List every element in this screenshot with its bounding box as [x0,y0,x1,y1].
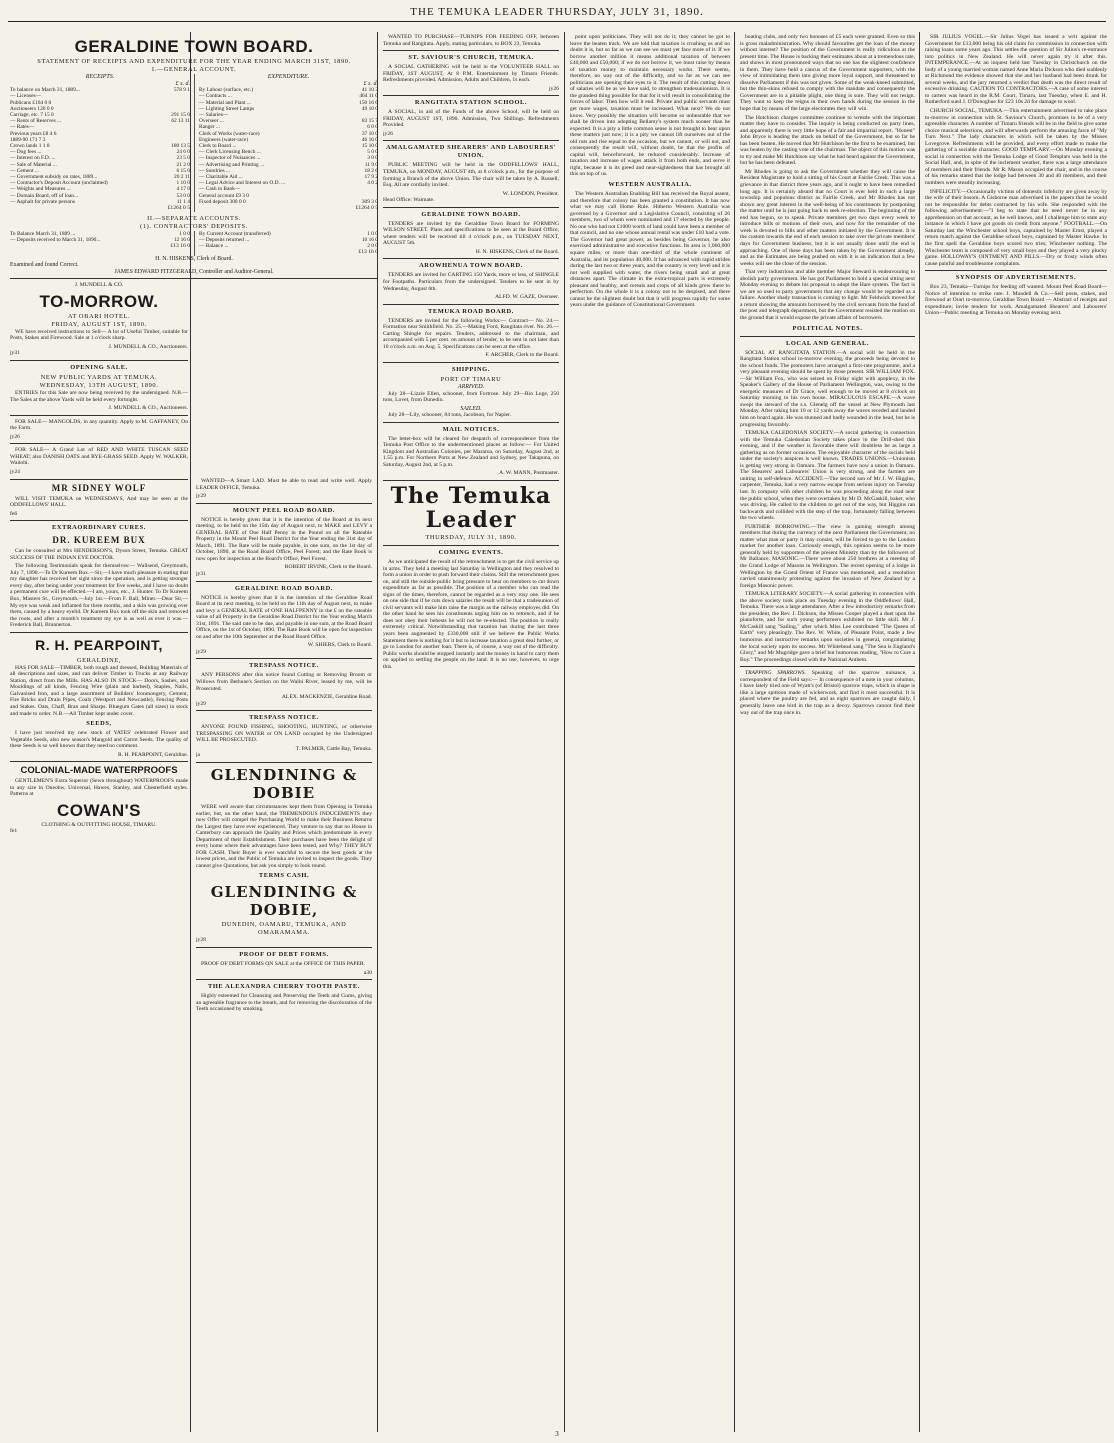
cowan-body: CLOTHING & OUTFITTING HOUSE, TIMARU. [41,821,157,828]
divider [383,545,559,546]
leader-article-b: The Western Australian Enabling Bill has received the Royal assent, and therefore that colony has been granted a constitution. It has now what we may call Home Rule. Hitherto Western Australia was governed by a Governor and a Legislative Council, consisting of 26 members, two of whom were nominated and 17 elected by the people. No one who had not £1000 worth of land could have been a member of that council, and no one whose annual rental was under £10 had a vote. The Governor had great power, as besides being Governor, he also exercised administrative and executive functions. Its area is 1,060,000 square miles, or more than one-third of the whole continent of Australia, and its population 40,000. It has advanced with rapid strides during the last two or three years, and the country is very level and it is not well supplied with water, the rivers being small and at great distances apart. The climate in the extra-tropical parts is extremely pleasant and healthy, and cereals and crops of all kinds grow there to perfection. On the whole it is a colony not to be despised, and there cannot be the slightest doubt but that it will progress rapidly for some years under the guidance of Constitutional Government. [570,191,730,309]
table-cell-label: Auctioneers 120 0 0 [10,105,54,112]
column-divider [564,32,565,1432]
money-unit-receipts: £ s. d. [175,80,190,87]
article-m: CHURCH SOCIAL, TEMUKA.—This entertainment advertised to take place to-morrow in connection with St. Saviour's Church, promises to be of a very agreeable character. A number of Timaru friends will be in the field to give some choice musical selections, and will afterwards perform the amusing farce of "My Turn Next." The lady characters in which will be taken by the Misses Lovegrove. Refreshments will be provided, and every effort made to make the gathering of a sociable character. GOOD TEMPLARY.—On Monday evening a social in connection with the Temuka Lodge of Good Templars was held in the Social Hall, and, in spite of the inclement weather, there was a large attendance of members and their friends. Mr R. Mason occupied the chair, and in the course of his remarks stated that the lodge had between 30 and 40 members, and their numbers were steadily increasing. [925,108,1107,187]
table-cell-amount: 17 9 2 [364,173,378,180]
cherry-paste-body: Highly esteemed for Cleansing and Preserving the Teeth and Gums, giving an agreeable fragrance to the breath, and for removing the discoloration of the Teeth occasioned by smoking. [196,993,372,1013]
geraldine-tenders-signature: H. N. HISKENS, Clerk of the Board. [475,248,559,255]
article-n: INFELICITY.—Occasionally victims of domestic infelicity are given away by the wife of their bosom. A Gisborne man advertised in the papers that he would not be responsible for debts contracted by his wife. She responded with the following advertisement:—"I beg to state that he need never be in any apprehension on that account, as he well knows, and I challenge him to state any instance in which I have got goods on credit from anyone." FOOTBALL.—On Saturday last the Winchester school boys, captained by Master Ernst, played a return match against the Geraldine school boys, captained by Master Hawke. In the first spell the Geraldine boys scored two tries; Winchester nothing. The Winchester team is composed of very small boys and they played a very plucky game. HOLLOWAY'S OINTMENT AND PILLS.—Dry or frosty winds often cause painful and troublesome complaints. [925,188,1107,267]
wolf-title: MR SIDNEY WOLF [51,482,147,493]
shearers-union-title: AMALGAMATED SHEARERS' AND LABOURERS' UNION. [385,144,557,160]
table-cell-amount: 309 3 0 [361,198,378,205]
table-cell-label: — Weights and Measures ... [10,186,71,193]
expenditure-heading: EXPENDITURE. [267,74,310,80]
table-cell-amount: 53 0 0 [176,192,190,199]
mail-notices-signature: A. W. MANN, Postmaster. [499,470,559,477]
mail-notices-title: MAIL NOTICES. [442,425,500,433]
political-notes-title: POLITICAL NOTES. [792,324,863,332]
table-cell-label: Previous years £8 4 6 [10,130,57,137]
table-cell-amount: 6 0 0 [367,124,378,131]
bux-body: The following Testimonials speak for themselves:— Wallsend, Greymouth, July 7, 1890.—To Dr Kureem Bux.—Sir,—I have much pleasure in stating that my daughter has received her sight since the operation, and is getting stronger every day, after being under your treatment for five weeks, and I have no doubt a permanent cure will be effected.—I am, yours, etc., J. Hunter. To Dr Kureem Bux, Masters St., Greymouth.—July 1st.—From F. Ball, Miner.—Dear Sir,—My eye was weak and inflamed for three months, and a skin was growing over them, caused by a heavy eyelid. Dr Kureem Bux took off the skin and removed the roots, and after a month's treatment my eye is as well as ever it was.—Frederick Ball, Brunnerton. [10,563,188,629]
trapping-body: Speaking of the sparrow nuisance, a correspondent of the Field says:— In consequence of a note in your columns, I have lately tried one of Wyatt's (of Bristol) sparrow traps, which in shape is like a large spittoon made of wickerwork, and find it most successful. It is placed where the poultry are fed, and as eight sparrows are caught daily, I generally leave one bird in the trap as a decoy. Sparrows cannot find their way out of the trap once in. [740,670,915,716]
table-cell-amount: 21 2 0 [176,161,190,168]
geraldine-tenders-body: TENDERS are invited by the Geraldine Town Board for FORMING WILSON STREET. Plans and specifications to be seen at the Board Office, where tenders will be received till 4 o'clock p.m., on TUESDAY NEXT, AUGUST 5th. [383,220,559,247]
divider [383,95,559,96]
geraldine-road-body: NOTICE is hereby given that it is the intention of the Geraldine Road Board at its next meeting, to be held on the 11th day of August next, to make and levy a GENERAL RATE of ONE HALFPENNY in the £ on the rateable value of all Property in the Geraldine Road District for the Year ending March 31st, 1891. The said rate to be due, and payable in one sum, at the Road Board Office, on the 1st of October, 1890. The Rate Book will be open for inspection on and after the 10th September at the Road Board Office. [196,594,372,640]
page-number: 3 [555,1430,559,1438]
deposit-tables [10,231,378,256]
opening-sale-title: OPENING SALE. [70,364,128,372]
auctioneer-line: J. MUNDELL & CO. [74,282,124,289]
divider [10,278,378,279]
shipping-title: SHIPPING. [452,365,490,373]
trespass-2-body: ANYONE FOUND FISHING, SHOOTING, HUNTING, or otherwise TRESPASSING ON WATER or ON LAND occupied by the Undersigned WILL BE PROSECUTED. [196,724,372,744]
opening-sale-date: WEDNESDAY, 13TH AUGUST, 1890. [39,382,159,390]
table-cell-amount: 12 16 0 [173,236,190,243]
arrived-body: July 28—Lizzie Ellen, schooner, from Fortrose. July 29—Rio Loge, 250 tons, Lovet, from Dunedin. [383,390,559,404]
divider [383,50,559,51]
western-australia-title: WESTERN AUSTRALIA. [608,181,692,189]
table-cell-amount: 41 10 3 [361,87,378,94]
leader-article-c: As we anticipated the result of the retrenchment is to get the civil service up in arms. They held a meeting last Saturday in Wellington and they resolved to form a union in order to push forward their claims. Still the retrenchment goes on, and still the outside public bring pressure to bear on members to cut down expenditure as far as possible. The position of a member who can read the signs of the times, therefore, cannot be regarded as a very rosy one. He sees on one side that if he cuts down salaries the result will be that a tradesunion of civil servants will make him raise the margin as the railway employes did. On the other hand he sees his constituents urging him on to retrench, and if he does not obey their behests he will not be re-elected. The position is really extremely critical. Notwithstanding that taxation has during the last three years been augmented by £330,000 still if we believe the Public Works Statement there is nothing for it but to increase taxation a great deal further, or go to London for another loan. There is, of course, a way out of the difficulty. Public works should be stopped instantly and the money in hand to carry them on applied to settling the people on the land. It is no use, however, to urge this. [383,558,559,670]
opening-sale-signature: J. MUNDELL & CO., Auctioneers. [108,405,188,412]
shearers-union-body: PUBLIC MEETING will be held in the ODDFELLOWS' HALL, TEMUKA, on MONDAY, AUGUST 4th, at 8 o'clock p.m., for the purpose of forming a Branch of the above Union. The chair will be taken by A. Russell, Esq. All are cordially invited. [383,162,559,189]
divider [383,207,559,208]
arowhenua-title: AROWHENUA TOWN BOARD. [419,262,523,270]
table-cell-label: To Balance March 31, 1889 ... [10,230,76,237]
separate-accounts-heading: II.—SEPARATE ACCOUNTS. [147,214,241,222]
table-cell-amount: 46 16 0 [361,136,378,143]
local-general-title: LOCAL AND GENERAL. [785,339,870,347]
table-cell-label: — Balance ... [199,242,229,249]
table-cell-label: — Government subsidy on rates, 1889... [10,173,98,180]
divider [383,480,559,481]
column-3 [383,34,559,1424]
debt-forms-code: a30 [363,969,372,976]
account-tables [10,74,378,212]
newspaper-title: THE TEMUKA LEADER THURSDAY, JULY 31, 1890. [410,6,704,18]
table-cell-label: — Material and Plant ... [199,99,251,106]
table-cell-label: Publicans £164 0 0 [10,99,52,106]
for-sale-wheat: FOR SALE— A Grand Lot of RED AND WHITE TUSCAN SEED WHEAT; also DANISH OATS and RYE-GRASS SEED. Apply W. WALKER, Waitohi. [10,447,188,467]
pearpoint-body: HAS FOR SALE—TIMBER, both rough and dressed, Building Materials of all descriptions and sizes, and can deliver Timber in Trucks at any Railway Station, direct from the Mills. HAS ALSO IN STOCK— Doors, Sashes, and Mouldings of all kinds, Fencing Wire (plain and barbed), Staples, Nails, Galvanised Iron, and a large assortment of Builders' Ironmongery, Cement, Fire Bricks and Drain Pipes, Coals (Westport and Newcastle), Fencing Posts and Stakes. Oats, Chaff, Bran and Sharps. Bluegum Gates (all sizes) in stock and made to order. N.B.—All Timber kept under cover. [10,664,188,717]
column-1-lower [10,282,188,835]
table-cell-label: 1889-90 171 7 3 [10,136,46,143]
st-saviours-title: ST. SAVIOUR'S CHURCH, TEMUKA. [408,54,534,62]
shearers-union-office: Head Office: Waimate. [383,197,435,204]
receipts-table [10,74,194,212]
cowan-title: COWAN'S [56,800,142,820]
table-cell-amount: 4 0 2 [367,180,378,187]
table-cell-label: — Rates— [10,124,35,131]
cures-title: EXTRAORDINARY CURES. [52,524,146,532]
article-j: FURTHER BORROWING.—The view is gaining strength among members that during the currency of the next Parliament the Government, no matter what man or party it may consist, will be forced to go to the London market for another loan. Curiously enough, this opinion seems to be more generally held by supporters of the present Ministry than by the followers of Mr Ballance. MASONIC.—There were about 250 brethren at a meeting of the Grand Lodge of Masons in Wellington. The recent opening of a lodge in Wellington by the Grand Orient of France was mentioned, and a resolution carried unanimously protesting against the invasion of New Zealand by a foreign Masonic power. [740,523,915,589]
divider [196,947,372,948]
trespass-1-signature: ALEX. MACKENZIE, Geraldine Road. [281,694,372,701]
table-cell-label: — Deposits returned ... [199,236,250,243]
for-sale-mangolds: FOR SALE— MANGOLDS, in any quantity. Apply to M. GAFFANEY, On the Farm. [10,418,188,432]
seeds-title: SEEDS, [86,720,112,728]
divider [196,581,372,582]
table-cell-label: — Legal Advice and Interest on O.D. ... [199,180,286,187]
table-cell-label: — Contracts ... [199,93,232,100]
article-g: That very industrious and able member Major Steward is endeavouring to abolish party government. He has got Parliament to hold a special sitting next Monday evening to debate his proposal to adopt the Hare system. The fact is we are so used to party government that any change would be regarded as a failure. Another shady transaction is coming to light. Mr Feldwick moved for a return showing the amounts borrowed by the civil servants from the fund of the post and telegraph department, but the Government resisted the motion on the ground that it would expose the private affairs of borrowers. [740,269,915,321]
glendining-places: DUNEDIN, OAMARU, TEMUKA, AND OMARAMAMA. [221,921,347,937]
table-cell-label: Overseer ... [199,118,224,125]
divider [196,503,372,504]
colonial-title: COLONIAL-MADE WATERPROOFS [20,765,178,777]
table-cell-label: Clerk to Board ... [199,142,237,149]
tomorrow-title: TO-MORROW. [39,291,159,311]
rangitata-school-title: RANGITATA STATION SCHOOL. [414,99,528,107]
for-sale-mangolds-code: jy26 [10,433,20,440]
debt-forms-body: PROOF OF DEBT FORMS ON SALE at the OFFICE OF THIS PAPER. [201,960,366,967]
article-l: SIR JULIUS VOGEL.—Sir Julius Vogel has issued a writ against the Government for £13,000 being his old claim for commission in connection with raising loans some years ago. This settles the question of Sir Julius's re-entrance into politics in New Zealand. He will never again try it after this. INTEMPERANCE.—At an inquest held last Tuesday in Christchurch on the body of a young married woman named Anne Maria Dickson who died suddenly at Richmond the evidence showed that she and her husband had been drunk for several weeks, and the jury returned a verdict that death was the direct result of excessive drinking. CAUTION TO CONTRACTORS.—A case of some interest to carters was heard in the R.M. Court, Timaru, last Tuesday, when E. and H. Rutherford sued J. O'Donoghue for £23 10s 2d for damage to wool. [925,34,1107,106]
table-cell-amount: 20 2 11 [174,173,190,180]
leader-nameplate: The Temuka Leader [390,482,552,533]
synopsis-title: SYNOPSIS OF ADVERTISEMENTS. [955,274,1077,282]
table-cell-label: Engineers (water-race) [199,136,249,143]
rangitata-school-body: A SOCIAL, in aid of the Funds of the above School, will be held on FRIDAY, AUGUST 1ST, 1890. Admission, Two Shillings. Refreshments Provided. [383,109,559,129]
table-cell-label: — Inspector of Nuisances ... [199,155,261,162]
receipts-heading: RECEIPTS. [85,74,115,80]
deposit-expenditure-table [194,231,378,256]
column-6 [925,34,1107,1424]
contractors-deposits-heading: (1). CONTRACTORS' DEPOSITS. [140,222,248,230]
deposit-receipts-total: £13 16 0 [170,242,190,249]
clerk-signature: H. N. HISKENS, Clerk of Board. [155,255,233,262]
coming-events-title: COMING EVENTS. [438,548,504,556]
table-cell-amount: 291 15 0 [171,111,190,118]
seeds-body: I have just received my new stock of YATES' celebrated Flower and Vegetable Seeds, also new season's Mangold and Carrot Seeds. The quality of these Seeds is so well known that they need no comment. [10,730,188,750]
table-cell-label: — Licenses— [10,93,41,100]
tomorrow-code: jy31 [10,350,20,357]
tomorrow-signature: J. MUNDELL & CO., Auctioneers. [108,343,188,350]
divider [196,658,372,659]
deposit-expenditure-total: £13 16 0 [358,249,378,256]
leader-article-a: point upon politicians. They will not do it; they cannot be got to leave the beaten track. We are told that taxation is crushing us and no doubt it is, but so far as we can see we must yet face more of it. If we borrow another million it means additional taxation of between £40,000 and £50,000; if we do not borrow it, we must raise by means of taxation money to maintain necessary works. There seems, therefore, no way out of the difficulty, and so far as we can see politicians are opening their eyes to it. The result of this cutting down of salaries will be as we have said, to strengthen tradesunionism. It is the grandest thing possible for that for it will result in consolidating the forces of labor. Then how will it end. Private and public servants must get more wages, taxation must be increased. What next? We do not know. Very possibly the situation will become so unbearable that we shall be driven into adopting Bellamy's system much sooner than he expected. It is a pity a little common sense is not brought to bear upon these matters just now; it is a pity we cannot lift ourselves out of the old ruts and rise equal to the occasion, but we cannot, or will not, and consequently the result will, without doubt, be that the profits of capital will, henceforward, be reduced considerably. Increase of taxation and increase of wages attack it from both ends, and serve it right, because it is its greed and near-sightedness that has brought all this on top of us. [570,34,730,178]
table-cell-amount: 3 0 0 [367,155,378,162]
table-cell-amount: 11 9 0 [364,161,378,168]
st-saviours-body: A SOCIAL GATHERING will be held in the VOLUNTEER HALL on FRIDAY, 1ST AUGUST, At 8 P.M. Entertainment by Timaru Friends. Refreshments provided. Admission, Adults and Children, 1s each. [383,64,559,84]
table-cell-amount: 578 9 1 [173,87,190,94]
table-cell-amount: 23 5 0 [176,155,190,162]
table-cell-label: Ranger ... [199,124,220,131]
table-cell-label: — Asphalt for private persons [10,198,75,205]
divider [10,520,188,521]
article-k: TEMUKA LITERARY SOCIETY.—A social gathering in connection with the above society took place on Tuesday evening in the Oddfellows' Hall, Temuka. There was a large attendance. After a few introductory remarks from the president, the Rev. J. Dickson, the Misses Cooper played a duet upon the pianoforte, and for such young performers exhibited no little skill. Mr J. McCaskill sang "Sailing," after which Miss Lee contributed "The Queen of Earth" very pleasingly. The Rev. W. White, of Pleasant Point, made a few humorous and instructive remarks upon societies in general, congratulating the local society upon its success. Mr Whitehead sang "The Sea is England's Glory," and Mr Mugridge gave a brief but humorous reading, "How to Cure a Boy." The proceedings closed with the National Anthem. [740,591,915,663]
for-sale-wheat-code: jy24 [10,468,20,475]
table-cell-label: Carriage, etc. 7 15 0 [10,111,54,118]
expenditure-total: £1264 0 5 [355,204,378,211]
glendining-2-title: GLENDINING & DOBIE, [210,883,358,920]
article-i: TEMUKA CALEDONIAN SOCIETY.—A social gathering in connection with the Temuka Caledonian Society takes place in the Drill-shed this evening, and if the weather is favorable there will doubtless be as large a gathering as on former occasions. The enjoyable character of the socials held under the society's auspices is well known. TRADES UNIONS.—Unionism is getting very strong in Oamaru. The farmers have now a union in Oamaru. The Shearers' and Labourers' Union is very strong, and the farmers are uniting in self-defence. ACCIDENT.—The second son of Mr J. W. Higgins, carpenter, Temuka, had a very narrow escape from serious injury on Tuesday last. In company with other children he was proceeding along the road near the public school, when they were overtaken by Mr D. McGaskill, baker, who was driving. He called to the children to get out of the way, but Higgins ran backwards and collided with the step of the trap, fortunately falling between the two wheels. [740,430,915,522]
column-4 [570,34,730,1424]
sailed-heading: SAILED. [460,405,482,412]
divider [383,140,559,141]
table-cell-label: — Advertising and Printing ... [199,161,265,168]
table-cell-amount: 1 10 0 [176,180,190,187]
table-cell-amount: 4 17 0 [176,186,190,193]
masthead-rule [8,21,1106,22]
table-cell-amount: 464 11 0 [359,93,378,100]
trespass-1-code: jy29 [196,700,206,707]
opening-sale-sub: NEW PUBLIC YARDS AT TEMUKA. [40,374,158,382]
bux-intro: Can be consulted at Mrs HENDERSON'S, Dyson Street, Temuka. GREAT SUCCESS OF THE INDIAN EYE DOCTOR. [10,548,188,561]
table-cell-amount: 15 10 0 [361,142,378,149]
divider [383,304,559,305]
seeds-signature: R. H. PEARPOINT, Geraldine. [118,751,188,758]
leader-date: THURSDAY, JULY 31, 1890. [425,533,517,541]
table-cell-label: — Cement ... [10,167,39,174]
table-cell-amount: 6 15 0 [176,167,190,174]
cowan-code: fe1 [10,828,18,835]
article-e: The Hutchison charges committee continue to wrestle with the important matter they have to consider. The inquiry is being conducted on party lines, and apparently there is very little hope of a fair and impartial report. "Honest" John Bryce is leading the attack on behalf of the Government, but so far he has been beaten. He moved that Mr Hutchison be the first to be examined, but was beaten by the casting vote of the chairman. The object of this motion was to try and make Mr Hutchison say what he had heard against the Government, but he has been defeated. [740,114,915,167]
divider [740,336,915,337]
trespass-2-signature: T. PALMER, Cattle Bay, Temuka. [295,745,372,752]
table-cell-amount: 18 2 6 [364,167,378,174]
opening-sale-body: ENTRIES for this Sale are now being received by the undersigned. N.B.—The Sales at the above Yards will be held every fortnight. [10,390,188,403]
table-cell-label: — Cash in Bank— [199,186,241,193]
table-cell-amount: 37 10 0 [361,130,378,137]
divider [10,479,188,480]
geraldine-board-title: GERALDINE TOWN BOARD. [74,37,314,56]
temuka-road-body: TENDERS are invited for the following Works:— Contract— No. 24.—Formation near Smithfield. No. 25.—Making Ford, Rangitata river. No. 26.—Carting Shingle for repairs. Tenders, addressed to the chairman, and accompanied with 5 per cent. on amount of tender, to be sent in not later than 10 o'clock a.m. on Aug. 5. Specifications can be seen at the office. [383,317,559,350]
mount-peel-code: jy31 [196,571,206,578]
deposit-receipts-table [10,231,194,250]
table-cell-label: — Sundries ... [199,167,230,174]
divider [925,270,1107,271]
article-h: SOCIAL AT RANGITATA STATION.—A social will be held in the Rangitata Station school to-morrow evening, the proceeds being devoted to the school funds. The promoters have arranged a first-rate programme, and a very pleasant evening should be spent by those present. SIR WILLIAM FOX.—Sir William Fox, who was seized on Friday night with apoplexy, in the Speaker's Gallery of the House of Parliament Wellington, was, owing to the energetic measures of Dr Grace, well enough to be moved at 8 o'clock on Saturday morning to his own house. MIRACULOUS ESCAPE.—A wave swept the steward of the s.s. Glenelg off the vessel at New Plymouth last Monday. After taking him 10 or 12 yards away the waves receded and landed him on board again. He was stunned and badly wounded in the head, but he is progressing favorably. [740,349,915,428]
geraldine-tenders-title: GERALDINE TOWN BOARD. [421,210,521,218]
trespass-1-body: ANY PERSONS after this notice found Cutting or Removing Broom or Willows from Bethune's Section on the Waihi River, leased by me, will be Prosecuted. [196,672,372,692]
money-unit-expenditure: £ s. d. [363,80,378,87]
statement-heading: STATEMENT OF RECEIPTS AND EXPENDITURE FOR THE YEAR ENDING MARCH 31ST, 1890. [37,58,351,65]
table-cell-amount: 1 0 0 [179,230,190,237]
table-cell-label: — Charitable Aid ... [199,173,243,180]
expenditure-rows [199,87,378,205]
table-cell-label: — Domain Board, off of loan... [10,192,79,199]
table-cell-amount: 83 15 7 [361,118,378,125]
pearpoint-place: GERALDINE, [76,656,122,664]
trespass-2-title: TRESPASS NOTICE. [249,714,319,722]
column-2-lower [196,478,372,1423]
divider [196,762,372,763]
colonial-body: GENTLEMEN'S Extra Superior (Sewn throughout) WATERPROOFS made to any size in Oneohw, Universal, Hawes, Stanley, and Chesterfield styles. Patterns at [10,778,188,798]
trapping-title: TRAPPING SPARROWS. [745,670,806,677]
divider [196,979,372,980]
trespass-1-title: TRESPASS NOTICE. [249,662,319,670]
table-cell-label: Fixed deposit 300 0 0 [199,198,246,205]
wanted-lad: WANTED—A Smart LAD. Must be able to read and write well. Apply LEADER OFFICE, Temuka. [196,478,372,491]
debt-forms-title: PROOF OF DEBT FORMS. [239,950,329,958]
table-cell-amount: 5 0 0 [367,149,378,156]
table-cell-label: — Clerk Licensing Bench ... [199,149,261,156]
table-cell-amount: 180 13 5 [171,142,190,149]
mount-peel-title: MOUNT PEEL ROAD BOARD. [232,506,336,514]
table-cell-amount: 150 16 6 [359,99,378,106]
table-cell-label: Crown lands 1 1 8 [10,142,50,149]
divider [383,422,559,423]
table-cell-label: — Contractor's Deposit Account (unclaimed) [10,180,108,187]
synopsis-body: Box 23, Temuka—Turnips for feeding off wanted. Mount Peel Road Board—Notice of intention to strike rate. J. Mundell & Co.—Sell posts, stakes, and firewood at Orari to-morrow. Geraldine Town Board — Abstract of receipts and expenditure; invite tenders for work. Amalgamated Shearers' and Labourers' Union—Public meeting at Temuka on Monday evening next. [925,284,1107,317]
table-cell-label: — Rents of Reserves ... [10,118,62,125]
temuka-road-title: TEMUKA ROAD BOARD. [428,307,514,315]
divider [10,360,188,361]
pearpoint-title: R. H. PEARPOINT, [35,636,163,653]
divider [196,710,372,711]
cherry-paste-title: THE ALEXANDRA CHERRY TOOTH PASTE. [208,983,360,991]
geraldine-road-code: jy29 [196,648,206,655]
auditor-signature: JAMES EDWARD FITZGERALD, Controller and Auditor-General. [114,268,274,275]
table-cell-amount: 49 10 0 [361,105,378,112]
table-cell-label: — Deposits received to March 31, 1890... [10,236,101,243]
examined-line: Examined and found Correct. [10,262,79,269]
arowhenua-signature: ALFD. W. GAZE, Overseer. [495,294,559,301]
shearers-union-signature: W. LONDON, President. [502,190,559,197]
receipts-rows [10,87,190,205]
rangitata-school-code: jy26 [383,130,393,137]
table-cell-label: By Current Account (transferred) [199,230,271,237]
tomorrow-body: WE have received instructions to Sell— A lot of Useful Timber, suitable for Posts, Stakes and Firewood. Sale at 1 o'clock sharp. [10,328,188,342]
divider [740,666,915,667]
table-cell-label: — Interest on F.D. ... [10,155,56,162]
mount-peel-body: NOTICE is hereby given that it is the intention of the Board at its next meeting, to be held on the 15th day of August next, to MAKE and LEVY a GENERAL RATE of One Half Penny in the Pound on all the Rateable Property in the Mount Peel Road District for the Year ending the 31st day of March, 1891. The Rate will be made payable, in one sum, on the 1st day of October, 1890, at the Road Board Office, Peel Forest; and the Rate Book is now open for inspection at the Board's Office, Peel Forest. [196,516,372,562]
mount-peel-signature: ROBERT IRVINE, Clerk to the Board. [284,564,372,571]
glendining-code: jy28 [196,937,206,944]
table-cell-amount: 24 6 0 [176,149,190,156]
article-d: boating clubs, and only two bonuses of £5 each were granted. Even so this is gross maladministration. Why should favourites get the loan of the money without interest? The position of the Government is really ridiculous at the present time. The House is backing their estimates about at a tremendous rate, and shows in most pronounced ways that no one has the slightest confidence in them. They have held a caucus of the Government supporters, with the view of intimidating them into giving more loyal support, and threatened to dissolve Parliament if this was not given. Some of the weak-kneed submitted, but the thin-skins refused to comply with the mandate and consequently the Government are in a pitiable plight, one thing is sure. They will not resign. They want to keep the reigns in their own hands during the session in the hope that by means of the large electorates they will win. [740,34,915,113]
deposit-expenditure-rows [199,231,378,250]
divider [383,258,559,259]
table-cell-amount: 1 0 0 [367,230,378,237]
table-cell-label: — Dog fees ... [10,149,42,156]
table-cell-label: — Salaries— [199,111,229,118]
trespass-2-code: ja [196,752,201,759]
expenditure-table [194,74,378,212]
deposit-receipts-rows [10,231,190,243]
wanted-lad-code: jy29 [196,493,206,500]
bux-title: DR. KUREEM BUX [52,535,146,546]
wolf-code: fe6 [10,510,18,517]
table-cell-amount: 11 1 4 [176,198,190,205]
glendining-title: GLENDINING & DOBIE [210,765,358,802]
st-saviours-code: jy26 [549,85,559,92]
sailed-body: July 28—Lily, schooner, 84 tons, Jacobson, for Napier. [388,412,512,419]
wolf-body: WILL VISIT TEMUKA on WEDNESDAYS, And may be seen at the ODDFELLOWS' HALL. [10,495,188,509]
table-cell-label: — Sale of Material ... [10,161,57,168]
tomorrow-date: FRIDAY, AUGUST 1ST, 1890. [51,320,147,328]
glendining-body: WERE well aware that circumstances kept them from Opening in Temuka earlier, but, on the other hand, the TREMENDOUS INDUCEMENTS they now Offer will compel the Purchasing World to make their Business Returns the Largest they have ever experienced. They venture to say that no House in Canterbury can approach the Quality and Prices which predominate in every Department of their Establishment. Their purchases have been the delight of every home where their advantages have been tested, and Why? THEY BUY FOR CASH. Their Buyer is ever watchful to secure the best goods at the lowest prices, and the Public of Temuka are invited to inspect the goods. They cannot give Quotations, but ask you simply to look round. [196,803,372,869]
mail-notices-body: The letter-box will be cleared for despatch of correspondence from the Temuka Post Office to the undermentioned places as follow:— For United Kingdom and Australian Colonies, per Mararoa, on Saturday, August 2nd, at 1.55 p.m. For Northern Ports at New Zealand and Sydney, per Takapuna, on Saturday, August 2nd, at 5 p.m. [383,435,559,468]
table-cell-amount: 10 16 0 [361,236,378,243]
wanted-turnips: WANTED TO PURCHASE—TURNIPS FOR FEEDING OFF, between Temuka and Rangitata. Apply, stating particulars, to BOX 23, Temuka. [383,34,559,47]
article-f: Mr Rhodes is going to ask the Government whether they will cause the Resident Magistrate to hold a sitting of his Court at Fairlie Creek. This was a grievance in that district three years ago, and it ought to have been remedied long ago. It is certainly absurd that no Court is ever held in such a large township and populous district as Fairlie Creek, and Mr Rhodes has not shown any great interest in the well-being of his constituents by postponing the matter until he is just going back to seek re-election. The beginning of the end has begun, so to speak. Private members get two days every week to introduce bills or motions of their own, and now for the remainder of the week is devoted to bills and other matters initiated by the Government. It is the custom towards the end of each session to take over the private members' days for Government business, but it is not usually done until the end is approaching. One of these days has been taken by the Government already, and as the Estimates are being pushed on with it is an indication that a few weeks will see the close of the session. [740,168,915,267]
masthead [0,6,1114,18]
divider [10,443,188,444]
divider [10,761,188,762]
table-cell-label: By Labour (surface, etc.) [199,87,254,94]
column-5 [740,34,915,1424]
shipping-port: PORT OF TIMARU [440,375,502,383]
arrived-heading: ARRIVED. [457,383,485,390]
tomorrow-place: AT OBARI HOTEL. [67,312,131,320]
divider [383,362,559,363]
divider [10,632,188,633]
receipts-total: £1264 0 5 [167,204,190,211]
column-divider [734,32,735,1432]
table-cell-label: To balance on March 31, 1889... [10,87,80,94]
table-cell-label: — Lighting Street Lamps [199,105,255,112]
arowhenua-body: TENDERS are invited for CARTING 150 Yards, more or less, of SHINGLE for Footpaths. Particulars from the undersigned. Tenders to be sent in by Wednesday, August 6th. [383,272,559,292]
table-cell-amount: 2 0 0 [367,242,378,249]
table-cell-label: Clerk of Works (water-race) [199,130,260,137]
column-divider [919,32,920,1432]
geraldine-road-title: GERALDINE ROAD BOARD. [235,584,333,592]
general-account-heading: I.—GENERAL ACCOUNT. [151,66,237,73]
table-cell-amount: 62 13 11 [171,118,190,125]
glendining-terms: TERMS CASH. [258,872,310,880]
table-cell-label: General account £9 3 0 [199,192,249,199]
temuka-road-signature: F. ARCHER, Clerk to the Board. [485,352,559,359]
divider [10,415,188,416]
geraldine-road-signature: W. SHIERS, Clerk to Board. [307,642,372,649]
